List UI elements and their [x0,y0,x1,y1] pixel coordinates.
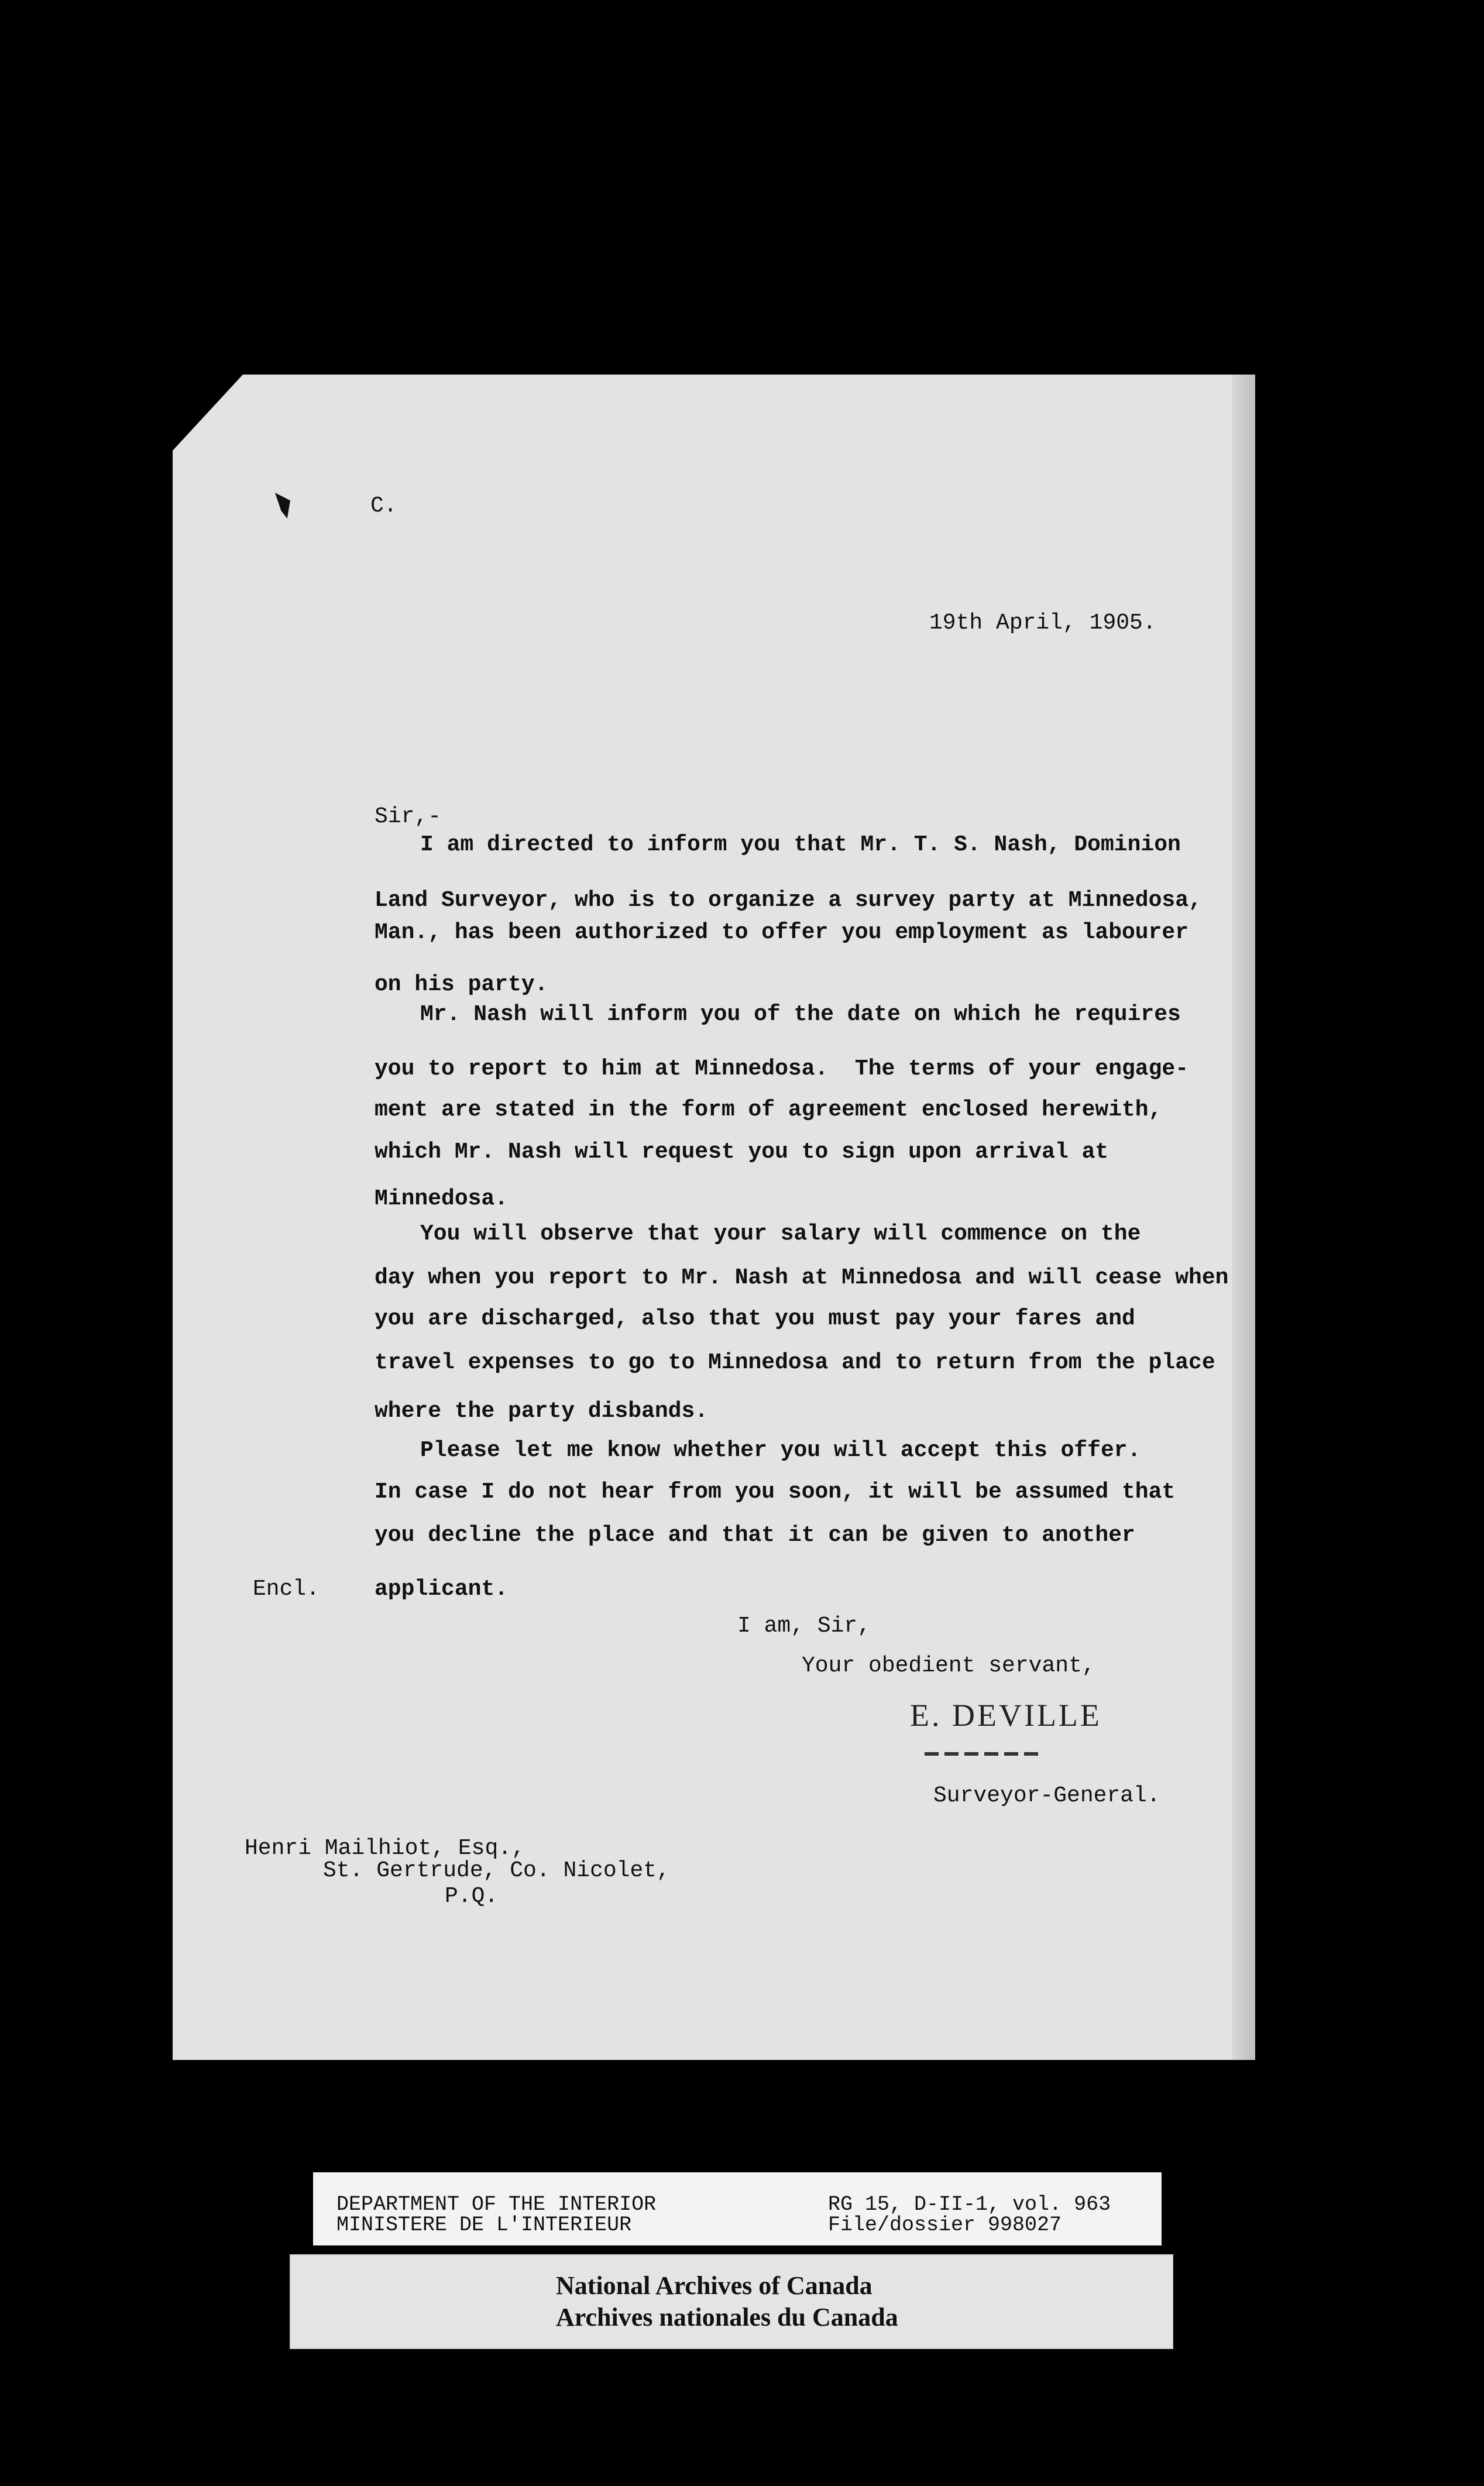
enclosure-note: Encl. [253,1577,320,1602]
body-line: where the party disbands. [375,1399,709,1424]
body-line: I am directed to inform you that Mr. T. S. Nash, Dominion [420,832,1181,857]
archive-name-en: National Archives of Canada [556,2271,872,2300]
closing-line: Your obedient servant, [802,1653,1095,1678]
department-en: DEPARTMENT OF THE INTERIOR [336,2193,657,2216]
file-number: File/dossier 998027 [828,2213,1062,2237]
body-line: Please let me know whether you will accept this offer. [420,1438,1141,1463]
body-line: you to report to him at Minnedosa. The terms of your engage- [375,1056,1189,1081]
archive-stamp-label [290,2254,1173,2349]
body-line: on his party. [375,972,548,997]
record-group: RG 15, D-II-1, vol. 963 [828,2193,1111,2216]
signature-underline [925,1752,1042,1756]
letter-date: 19th April, 1905. [929,610,1156,636]
address-line: Henri Mailhiot, Esq., [245,1836,525,1861]
address-line: St. Gertrude, Co. Nicolet, [323,1858,670,1883]
closing-line: I am, Sir, [737,1613,871,1639]
body-line: you are discharged, also that you must pay your fares and [375,1306,1135,1331]
body-line: which Mr. Nash will request you to sign upon arrival at [375,1139,1109,1165]
body-line: day when you report to Mr. Nash at Minnedosa and will cease when [375,1265,1229,1290]
department-fr: MINISTERE DE L'INTERIEUR [336,2213,632,2237]
body-line: ment are stated in the form of agreement enclosed herewith, [375,1097,1162,1122]
body-line: Man., has been authorized to offer you employment as labourer [375,920,1189,945]
body-line: Land Surveyor, who is to organize a survey party at Minnedosa, [375,888,1202,913]
body-line: You will observe that your salary will commence on the [420,1221,1141,1247]
body-line: applicant. [375,1577,509,1602]
body-line: Minnedosa. [375,1186,509,1211]
file-mark: C. [370,493,397,519]
archive-name-fr: Archives nationales du Canada [556,2303,898,2332]
archive-reference-label [313,2172,1162,2245]
signer-title: Surveyor-General. [933,1783,1160,1808]
salutation: Sir,- [375,804,442,829]
body-line: In case I do not hear from you soon, it will be assumed that [375,1479,1176,1505]
body-line: you decline the place and that it can be given to another [375,1523,1135,1548]
body-line: Mr. Nash will inform you of the date on which he requires [420,1002,1181,1027]
address-line: P.Q. [445,1884,499,1909]
signature-stamp: E. DEVILLE [910,1698,1102,1733]
body-line: travel expenses to go to Minnedosa and to return from the place [375,1350,1215,1375]
page-edge-shadow [1232,375,1255,2060]
